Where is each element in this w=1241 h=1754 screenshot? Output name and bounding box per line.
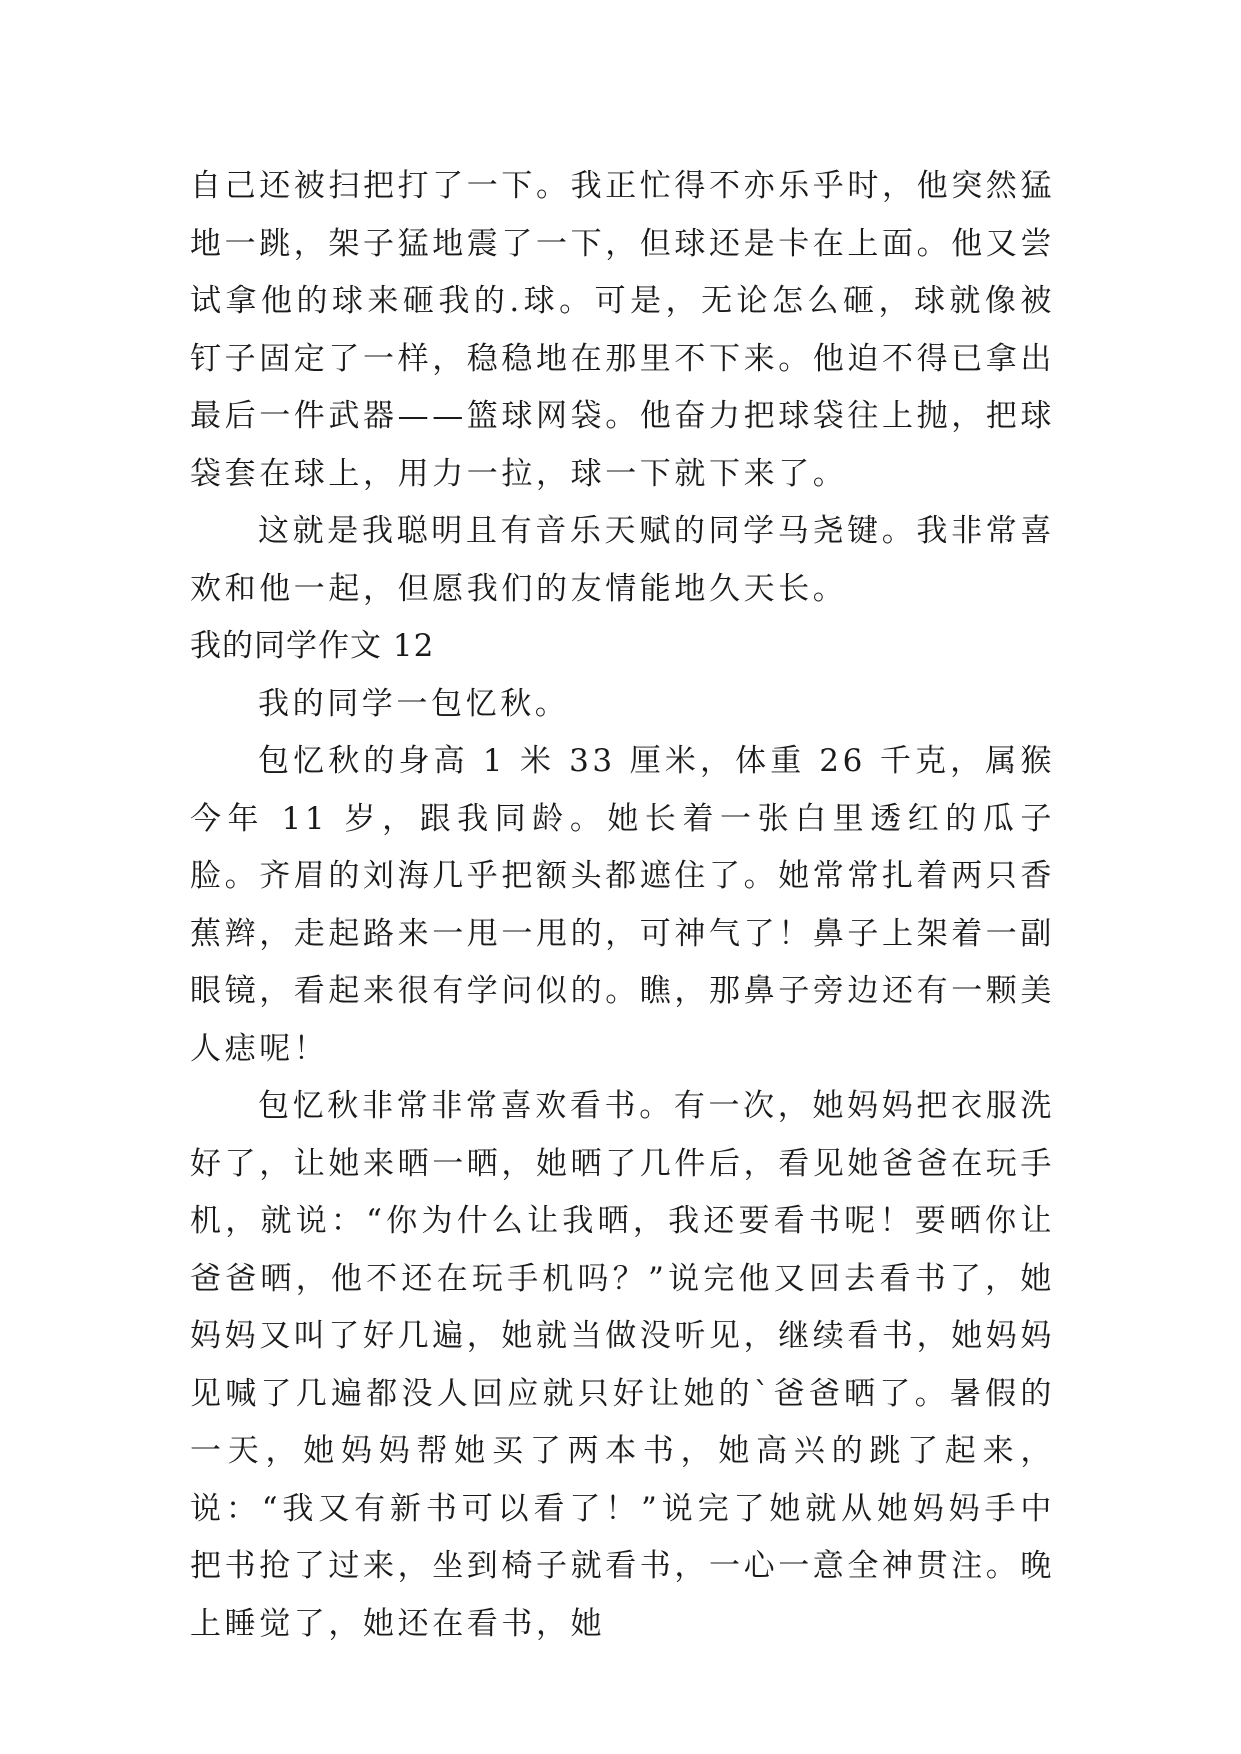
paragraph-1: 自己还被扫把打了一下。我正忙得不亦乐乎时，他突然猛地一跳，架子猛地震了一下，但球还是卡在上面。他又尝试拿他的球来砸我的.球。可是，无论怎么砸，球就像被钉子固定了一样，稳稳地在那里不下来。他迫不得已拿出最后一件武器——篮球网袋。他奋力把球袋往上抛，把球袋套在球上，用力一拉，球一下就下来了。: [190, 168, 1055, 492]
document-body: [190, 158, 1055, 1653]
paragraph-3: 我的同学一包忆秋。: [258, 685, 570, 722]
paragraph-4: 包忆秋的身高 1 米 33 厘米，体重 26 千克，属猴今年 11 岁，跟我同龄。她长着一张白里透红的瓜子脸。齐眉的刘海几乎把额头都遮住了。她常常扎着两只香蕉辫，走起路来一甩一甩的，可神气了！鼻子上架着一副眼镜，看起来很有学问似的。瞧，那鼻子旁边还有一颗美人痣呢！: [190, 743, 1055, 1067]
paragraph-5: 包忆秋非常非常喜欢看书。有一次，她妈妈把衣服洗好了，让她来晒一晒，她晒了几件后，看见她爸爸在玩手机，就说：“你为什么让我晒，我还要看书呢！要晒你让爸爸晒，他不还在玩手机吗？”说完他又回去看书了，她妈妈又叫了好几遍，她就当做没听见，继续看书，她妈妈见喊了几遍都没人回应就只好让她的`爸爸晒了。暑假的一天，她妈妈帮她买了两本书，她高兴的跳了起来，说：“我又有新书可以看了！”说完了她就从她妈妈手中把书抢了过来，坐到椅子就看书，一心一意全神贯注。晚上睡觉了，她还在看书，她: [190, 1088, 1055, 1642]
section-heading: 我的同学作文 12: [190, 628, 435, 664]
paragraph-2: 这就是我聪明且有音乐天赋的同学马尧键。我非常喜欢和他一起，但愿我们的友情能地久天长。: [190, 513, 1055, 607]
